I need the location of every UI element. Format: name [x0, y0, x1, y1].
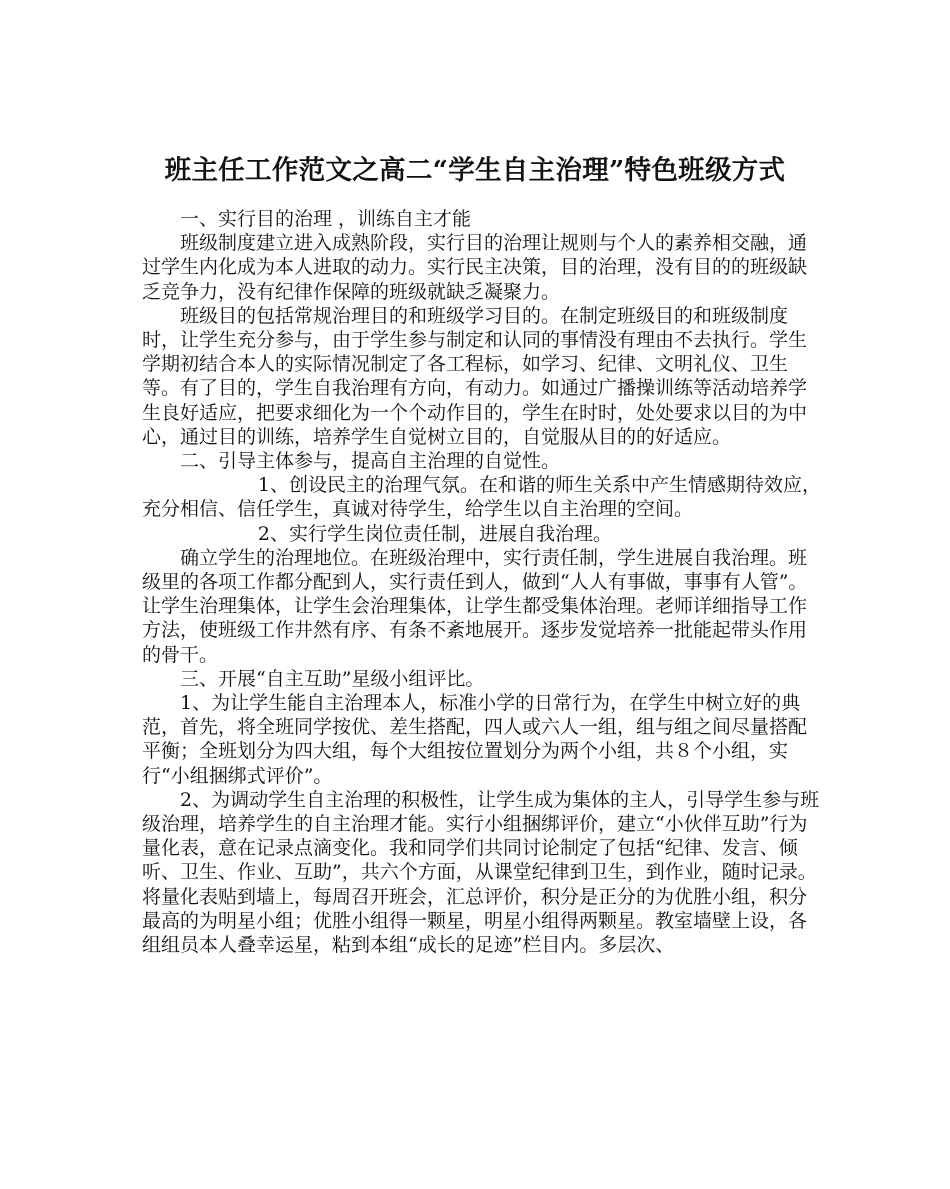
paragraph: 确立学生的治理地位。在班级治理中，实行责任制，学生进展自我治理。班级里的各项工作都分配到人，实行责任到人，做到“人人有事做，事事有人管”。让学生治理集体，让学生会治理集体，让学生都受集体治理。老师详细指导工作方法，使班级工作井然有序、有条不紊地展开。逐步发觉培养一批能起带头作用的骨干。 [142, 546, 808, 666]
section-heading-3: 三、开展“自主互助”星级小组评比。 [180, 667, 485, 690]
section-heading-2: 二、引导主体参与，提高自主治理的自觉性。 [180, 450, 561, 473]
subsection-item-1: 1、创设民主的治理气氛。在和谐的师生关系中产生情感期待效应，充分相信、信任学生，真诚对待学生，给学生以自主治理的空间。 [142, 474, 821, 521]
paragraph: 班级目的包括常规治理目的和班级学习目的。在制定班级目的和班级制度时，让学生充分参与，由于学生参与制定和认同的事情没有理由不去执行。学生学期初结合本人的实际情况制定了各工程标，如学习、纪律、文明礼仪、卫生等。有了目的，学生自我治理有方向，有动力。如通过广播操训练等活动培养学生良好适应，把要求细化为一个个动作目的，学生在时时，处处要求以目的为中心，通过目的训练，培养学生自觉树立目的，自觉服从目的的好适应。 [142, 304, 808, 448]
subsection-item-2: 2、实行学生岗位责任制，进展自我治理。 [257, 522, 612, 545]
document-title: 班主任工作范文之高二“学生自主治理”特色班级方式 [164, 154, 786, 186]
paragraph: 1、为让学生能自主治理本人，标准小学的日常行为，在学生中树立好的典范，首先，将全班同学按优、差生搭配，四人或六人一组，组与组之间尽量搭配平衡；全班划分为四大组，每个大组按位置划分为两个小组，共８个小组，实行“小组捆绑式评价”。 [142, 692, 808, 787]
paragraph: 班级制度建立进入成熟阶段，实行目的治理让规则与个人的素养相交融，通过学生内化成为本人进取的动力。实行民主决策，目的治理，没有目的的班级缺乏竞争力，没有纪律作保障的班级就缺乏凝聚力。 [142, 232, 808, 303]
paragraph: 2、为调动学生自主治理的积极性，让学生成为集体的主人，引导学生参与班级治理，培养学生的自主治理才能。实行小组捆绑评价，建立“小伙伴互助”行为量化表，意在记录点滴变化。我和同学们共同讨论制定了包括“纪律、发言、倾听、卫生、作业、互助”，共六个方面，从课堂纪律到卫生，到作业，随时记录。将量化表贴到墙上，每周召开班会，汇总评价，积分是正分的为优胜小组，积分最高的为明星小组；优胜小组得一颗星，明星小组得两颗星。教室墙壁上设，各组组员本人叠幸运星，粘到本组“成长的足迹”栏目内。多层次、 [142, 788, 820, 957]
document-body [142, 207, 822, 957]
section-heading-1: 一、实行目的治理 ，训练自主才能 [180, 208, 472, 230]
